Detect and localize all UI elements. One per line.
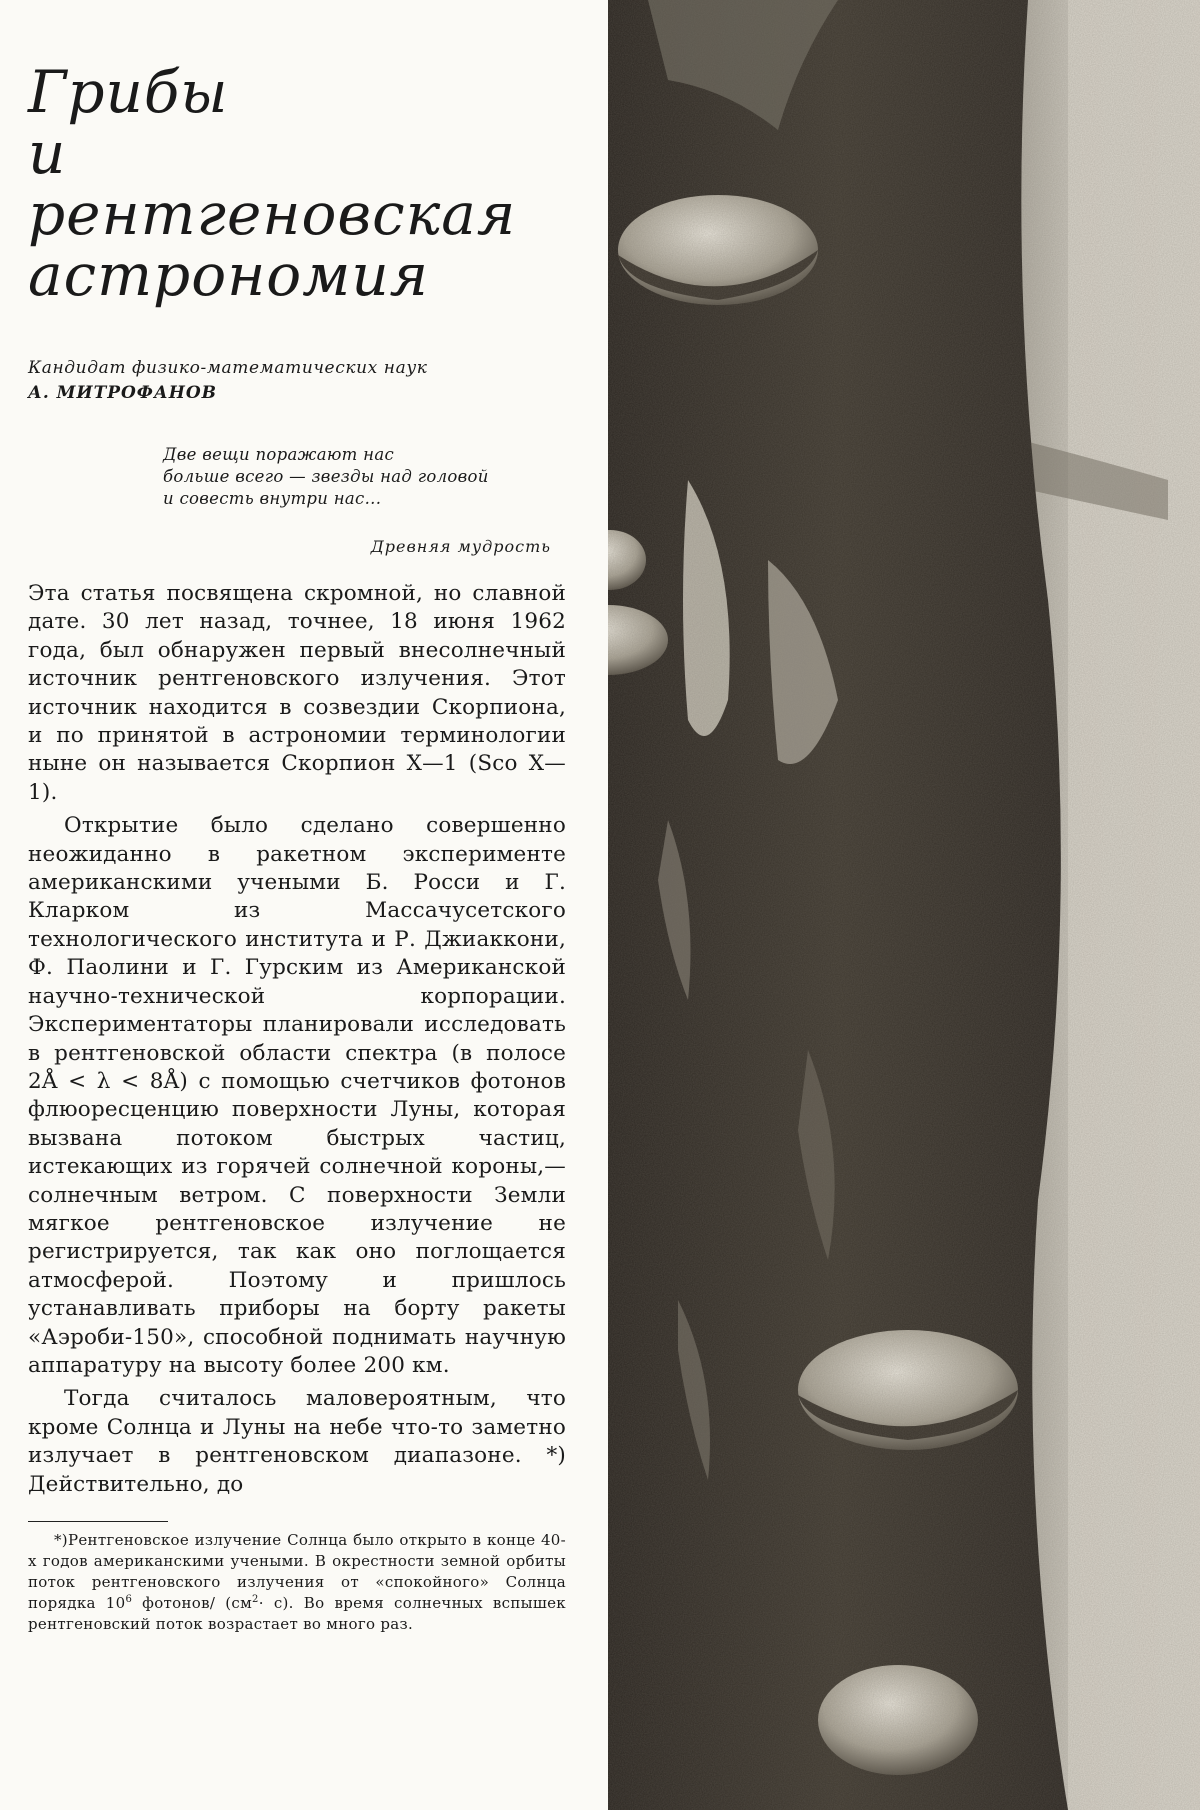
epigraph-line-2: больше всего — звезды над головой [163, 467, 489, 486]
author-name: А. МИТРОФАНОВ [28, 383, 218, 403]
article-column [28, 58, 572, 1635]
epigraph-line-1: Две вещи поражают нас [163, 445, 394, 464]
footnote-exponent-2: 2 [252, 1594, 259, 1605]
epigraph [163, 444, 563, 558]
epigraph-source: Древняя мудрость [370, 537, 551, 556]
title-line-2: и рентгеновская [28, 119, 517, 248]
footnote-text-b: фотонов/ (см [132, 1594, 253, 1612]
footnote-text-c: · с). Во время солнечных вспышек рентгеновский поток возрастает во много раз. [28, 1594, 566, 1633]
paragraph-3: Тогда считалось маловероятным, что кроме Солнца и Луны на небе что-то заметно излучает в рентгеновском диапазоне. *) Действительно, до [28, 1386, 566, 1497]
title-line-1: Грибы [28, 58, 229, 126]
tree-fungus-photo [608, 0, 1200, 1810]
article-title [28, 58, 572, 309]
author-block [28, 356, 572, 406]
epigraph-line-3: и совесть внутри нас... [163, 489, 382, 508]
footnote-divider [28, 1521, 168, 1522]
footnote-text-a: *)Рентгеновское излучение Солнца было открыто в конце 40-х годов американскими учеными. В окрестности земной орбиты поток рентгеновского излучения от «спокойного» Солнца порядка 10 [28, 1531, 566, 1612]
paragraph-1: Эта статья посвящена скромной, но славной дате. 30 лет назад, точнее, 18 июня 1962 года, был обнаружен первый внесолнечный источник рентгеновского излучения. Этот источник находится в созвездии Скорпиона, и по принятой в астрономии терминологии ныне он называется Скорпион X—1 (Sco X—1). [28, 581, 566, 805]
footnote [28, 1530, 566, 1635]
footnote-exponent: 6 [125, 1594, 133, 1605]
article-body [28, 580, 566, 1499]
title-line-3: астрономия [28, 241, 430, 309]
paragraph-2: Открытие было сделано совершенно неожиданно в ракетном эксперименте американскими учеными Б. Росси и Г. Кларком из Массачусетского технологического института и Р. Джиаккони, Ф. Паолини и Г. Гурским из Американской научно-технической корпорации. Экспериментаторы планировали исследовать в рентгеновской области спектра (в полосе 2Å < λ < 8Å) с помощью счетчиков фотонов флюоресценцию поверхности Луны, которая вызвана потоком быстрых частиц, истекающих из горячей солнечной короны,— солнечным ветром. С поверхности Земли мягкое рентгеновское излучение не регистрируется, так как оно поглощается атмосферой. Поэтому и пришлось устанавливать приборы на борту ракеты «Аэроби-150», способной поднимать научную аппаратуру на высоту более 200 км. [28, 813, 566, 1378]
author-degree: Кандидат физико-математических наук [28, 358, 428, 378]
